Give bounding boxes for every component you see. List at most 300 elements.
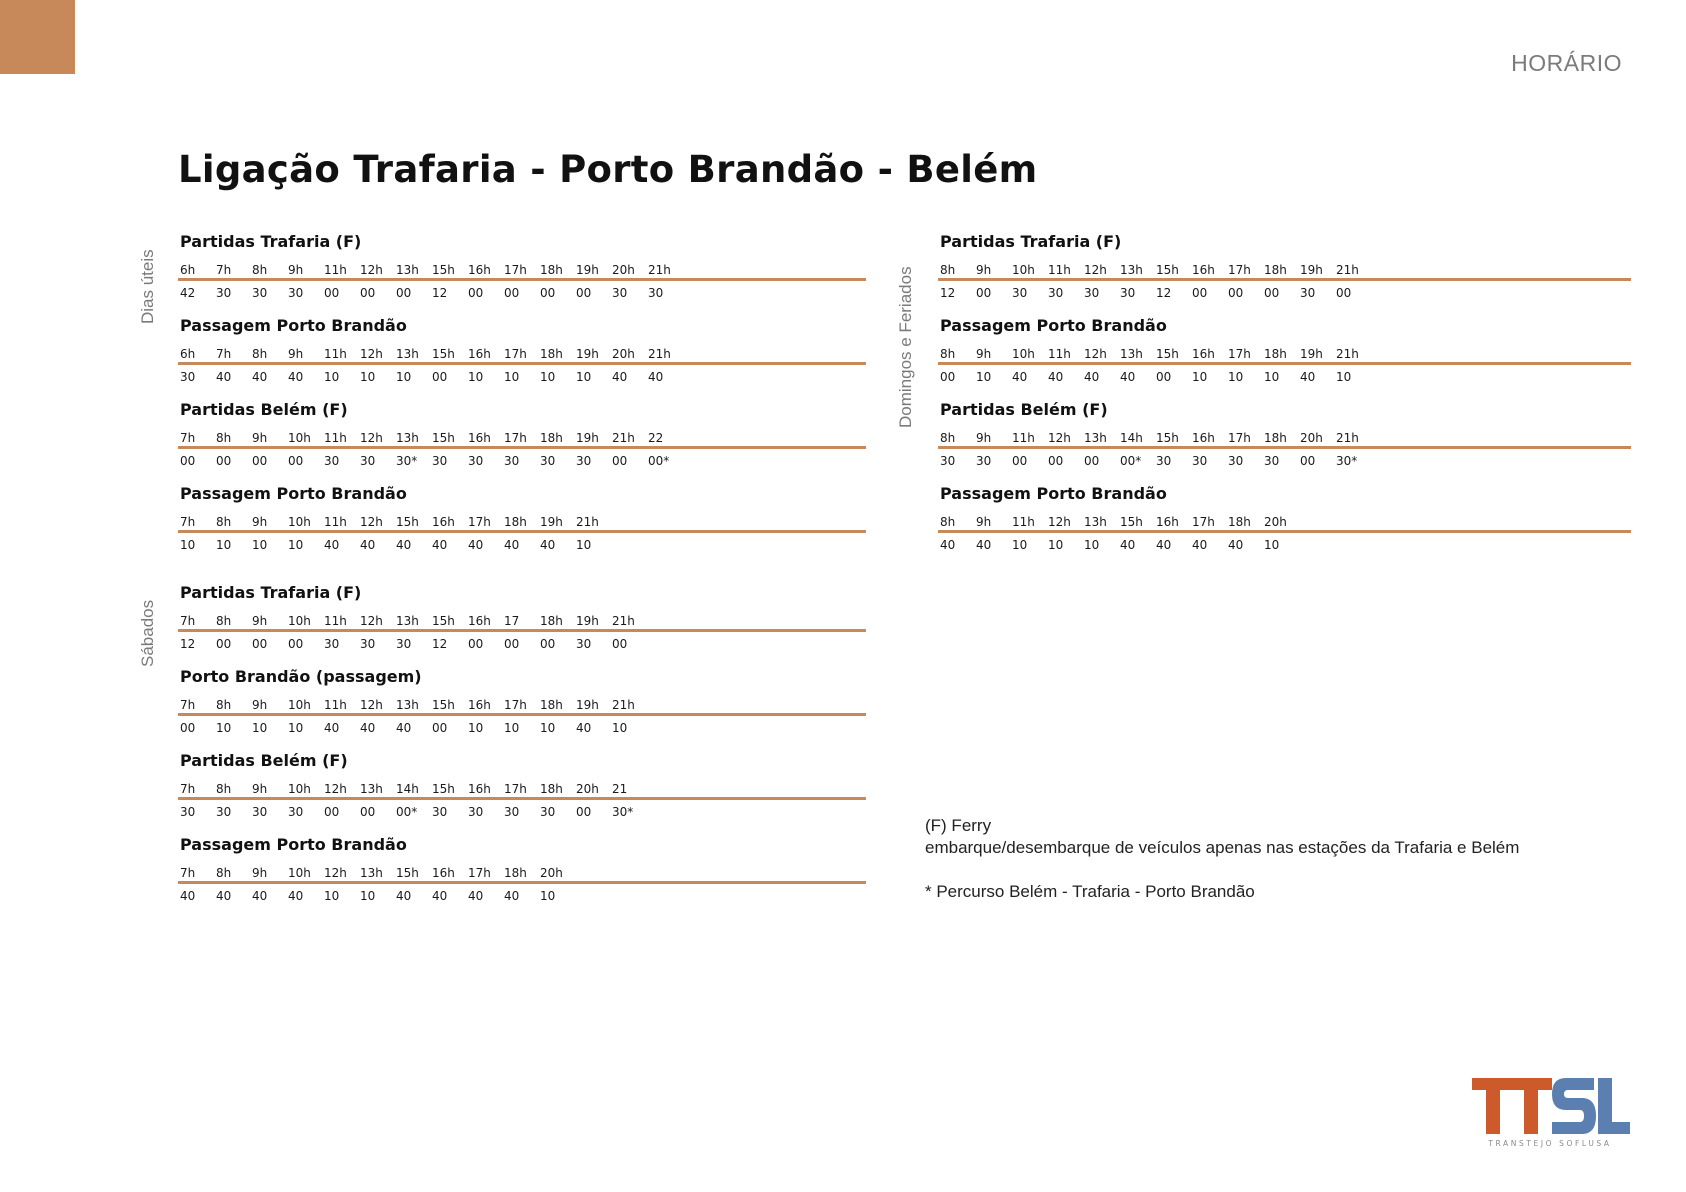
minute-cell: 30 xyxy=(976,454,992,468)
hour-cell: 11h xyxy=(324,431,347,445)
minute-cell: 00 xyxy=(976,286,992,300)
minute-cell: 40 xyxy=(1300,370,1316,384)
hour-cell: 12h xyxy=(324,782,347,796)
minute-cell: 10 xyxy=(540,889,556,903)
minute-cell: 00 xyxy=(216,454,232,468)
minute-cell: 00 xyxy=(576,805,592,819)
minute-cell: 00 xyxy=(324,286,340,300)
schedule-section-partidas-belem-f xyxy=(178,400,866,484)
minutes-row xyxy=(178,537,866,553)
minute-cell: 10 xyxy=(1012,538,1028,552)
footnote-ferry-detail: embarque/desembarque de veículos apenas nas estações da Trafaria e Belém xyxy=(925,838,1520,857)
section-title: Porto Brandão (passagem) xyxy=(180,667,422,686)
minute-cell: 00* xyxy=(648,454,670,468)
minute-cell: 10 xyxy=(540,721,556,735)
minute-cell: 00 xyxy=(540,286,556,300)
hour-cell: 18h xyxy=(540,698,563,712)
minute-cell: 40 xyxy=(324,538,340,552)
hour-cell: 7h xyxy=(180,614,196,628)
minute-cell: 30 xyxy=(468,805,484,819)
hour-cell: 19h xyxy=(576,263,599,277)
hour-cell: 16h xyxy=(432,515,455,529)
minute-cell: 00 xyxy=(1048,454,1064,468)
minute-cell: 10 xyxy=(360,889,376,903)
ttsl-logo xyxy=(1470,1078,1630,1148)
hour-cell: 8h xyxy=(940,431,956,445)
minutes-row xyxy=(178,804,866,820)
minute-cell: 40 xyxy=(432,538,448,552)
minute-cell: 10 xyxy=(540,370,556,384)
hour-cell: 9h xyxy=(252,614,268,628)
minute-cell: 10 xyxy=(1084,538,1100,552)
hour-cell: 8h xyxy=(216,614,232,628)
minute-cell: 40 xyxy=(396,889,412,903)
hour-cell: 13h xyxy=(1084,431,1107,445)
minute-cell: 30 xyxy=(1300,286,1316,300)
minute-cell: 30 xyxy=(1156,454,1172,468)
section-title: Passagem Porto Brandão xyxy=(180,316,407,335)
minute-cell: 00 xyxy=(396,286,412,300)
hour-cell: 15h xyxy=(396,515,419,529)
hour-cell: 7h xyxy=(216,263,232,277)
minute-cell: 10 xyxy=(504,721,520,735)
minute-cell: 40 xyxy=(1192,538,1208,552)
hour-cell: 8h xyxy=(216,698,232,712)
minute-cell: 00 xyxy=(1264,286,1280,300)
minute-cell: 10 xyxy=(1336,370,1352,384)
hour-cell: 9h xyxy=(976,347,992,361)
hour-cell: 15h xyxy=(432,263,455,277)
minute-cell: 30 xyxy=(576,637,592,651)
minute-cell: 10 xyxy=(1192,370,1208,384)
hour-cell: 9h xyxy=(252,866,268,880)
hours-row xyxy=(178,431,866,449)
footnote-ferry: (F) Ferry xyxy=(925,816,992,835)
hour-cell: 7h xyxy=(180,866,196,880)
minutes-row xyxy=(178,888,866,904)
hour-cell: 18h xyxy=(1228,515,1251,529)
hour-cell: 12h xyxy=(1048,431,1071,445)
minute-cell: 30 xyxy=(504,805,520,819)
hour-cell: 18h xyxy=(540,347,563,361)
hour-cell: 10h xyxy=(288,614,311,628)
minute-cell: 30 xyxy=(1120,286,1136,300)
minute-cell: 30* xyxy=(612,805,634,819)
hour-cell: 17 xyxy=(504,614,520,628)
hour-cell: 17h xyxy=(504,782,527,796)
minute-cell: 30 xyxy=(252,286,268,300)
minute-cell: 00 xyxy=(252,637,268,651)
hour-cell: 21h xyxy=(1336,263,1359,277)
block-domingos-feriados xyxy=(896,232,1631,568)
minute-cell: 10 xyxy=(288,538,304,552)
hour-cell: 16h xyxy=(1192,263,1215,277)
minutes-row xyxy=(178,369,866,385)
hours-row xyxy=(938,515,1631,533)
hour-cell: 20h xyxy=(540,866,563,880)
schedule-section-partidas-trafaria-f xyxy=(938,232,1631,316)
schedule-sections xyxy=(938,232,1631,568)
hour-cell: 13h xyxy=(396,614,419,628)
minute-cell: 30 xyxy=(504,454,520,468)
hour-cell: 16h xyxy=(468,614,491,628)
minute-cell: 30 xyxy=(540,805,556,819)
hour-cell: 8h xyxy=(940,263,956,277)
hour-cell: 18h xyxy=(504,515,527,529)
minute-cell: 00 xyxy=(180,454,196,468)
hour-cell: 17h xyxy=(468,515,491,529)
minute-cell: 00 xyxy=(1300,454,1316,468)
corner-accent-block xyxy=(0,0,75,74)
hour-cell: 15h xyxy=(432,698,455,712)
minute-cell: 00 xyxy=(1012,454,1028,468)
hour-cell: 8h xyxy=(940,515,956,529)
hour-cell: 21 xyxy=(612,782,628,796)
hour-cell: 9h xyxy=(288,263,304,277)
minute-cell: 12 xyxy=(940,286,956,300)
hours-row xyxy=(178,614,866,632)
hour-cell: 18h xyxy=(540,431,563,445)
hour-cell: 19h xyxy=(576,347,599,361)
hour-cell: 21h xyxy=(648,263,671,277)
hour-cell: 16h xyxy=(468,782,491,796)
minute-cell: 00 xyxy=(1228,286,1244,300)
header-label: HORÁRIO xyxy=(1511,50,1622,76)
hour-cell: 12h xyxy=(360,698,383,712)
hour-cell: 10h xyxy=(288,431,311,445)
minute-cell: 40 xyxy=(468,889,484,903)
hour-cell: 13h xyxy=(360,866,383,880)
hour-cell: 21h xyxy=(648,347,671,361)
hour-cell: 18h xyxy=(540,614,563,628)
minute-cell: 40 xyxy=(216,370,232,384)
hours-row xyxy=(178,698,866,716)
schedule-section-partidas-belem-f xyxy=(178,751,866,835)
hour-cell: 19h xyxy=(1300,347,1323,361)
minute-cell: 10 xyxy=(1048,538,1064,552)
minute-cell: 30 xyxy=(288,286,304,300)
hour-cell: 8h xyxy=(216,866,232,880)
minute-cell: 00 xyxy=(540,637,556,651)
minute-cell: 00 xyxy=(1156,370,1172,384)
minute-cell: 00 xyxy=(360,286,376,300)
minute-cell: 42 xyxy=(180,286,196,300)
minute-cell: 30 xyxy=(612,286,628,300)
hour-cell: 7h xyxy=(180,515,196,529)
hour-cell: 17h xyxy=(504,263,527,277)
minute-cell: 10 xyxy=(252,721,268,735)
logo-letter-t2 xyxy=(1510,1078,1552,1134)
hours-row xyxy=(178,515,866,533)
minute-cell: 40 xyxy=(576,721,592,735)
hour-cell: 13h xyxy=(1084,515,1107,529)
hour-cell: 9h xyxy=(252,515,268,529)
hour-cell: 18h xyxy=(1264,263,1287,277)
minute-cell: 10 xyxy=(288,721,304,735)
minute-cell: 30 xyxy=(576,454,592,468)
section-title: Passagem Porto Brandão xyxy=(180,835,407,854)
hour-cell: 8h xyxy=(216,782,232,796)
minute-cell: 40 xyxy=(180,889,196,903)
minute-cell: 30 xyxy=(324,454,340,468)
minute-cell: 12 xyxy=(180,637,196,651)
minute-cell: 10 xyxy=(324,889,340,903)
schedule-section-passagem-porto-brandao xyxy=(178,316,866,400)
hours-row xyxy=(178,347,866,365)
minute-cell: 30 xyxy=(432,805,448,819)
minute-cell: 00 xyxy=(324,805,340,819)
minute-cell: 40 xyxy=(1156,538,1172,552)
hour-cell: 18h xyxy=(504,866,527,880)
minute-cell: 10 xyxy=(468,721,484,735)
hour-cell: 15h xyxy=(1120,515,1143,529)
minute-cell: 40 xyxy=(1084,370,1100,384)
hour-cell: 17h xyxy=(504,431,527,445)
minute-cell: 00 xyxy=(216,637,232,651)
hour-cell: 14h xyxy=(1120,431,1143,445)
hour-cell: 13h xyxy=(1120,347,1143,361)
minute-cell: 40 xyxy=(540,538,556,552)
minute-cell: 12 xyxy=(432,637,448,651)
minute-cell: 40 xyxy=(288,889,304,903)
hour-cell: 15h xyxy=(1156,263,1179,277)
minute-cell: 12 xyxy=(432,286,448,300)
minute-cell: 30 xyxy=(432,454,448,468)
minute-cell: 30 xyxy=(252,805,268,819)
hour-cell: 17h xyxy=(504,347,527,361)
hour-cell: 10h xyxy=(288,782,311,796)
minute-cell: 40 xyxy=(504,889,520,903)
hour-cell: 12h xyxy=(360,347,383,361)
hour-cell: 15h xyxy=(432,782,455,796)
hour-cell: 11h xyxy=(1012,515,1035,529)
hour-cell: 15h xyxy=(1156,431,1179,445)
schedule-section-porto-brandao-passagem xyxy=(178,667,866,751)
hour-cell: 17h xyxy=(1192,515,1215,529)
hour-cell: 17h xyxy=(1228,347,1251,361)
hours-row xyxy=(178,263,866,281)
minute-cell: 00* xyxy=(396,805,418,819)
minute-cell: 00 xyxy=(504,637,520,651)
hour-cell: 8h xyxy=(216,431,232,445)
minute-cell: 30 xyxy=(1048,286,1064,300)
hour-cell: 11h xyxy=(324,347,347,361)
minute-cell: 10 xyxy=(216,721,232,735)
minute-cell: 30* xyxy=(396,454,418,468)
hour-cell: 8h xyxy=(940,347,956,361)
hour-cell: 7h xyxy=(180,782,196,796)
minute-cell: 40 xyxy=(976,538,992,552)
minute-cell: 10 xyxy=(216,538,232,552)
block-label-dias-uteis: Dias úteis xyxy=(138,249,157,324)
hours-row xyxy=(178,782,866,800)
minute-cell: 40 xyxy=(1120,370,1136,384)
minute-cell: 00* xyxy=(1120,454,1142,468)
logo-wordmark: TRANSTEJO SOFLUSA xyxy=(1488,1139,1612,1148)
hour-cell: 17h xyxy=(1228,263,1251,277)
hour-cell: 9h xyxy=(976,431,992,445)
minute-cell: 00 xyxy=(432,721,448,735)
minute-cell: 00 xyxy=(1336,286,1352,300)
hour-cell: 17h xyxy=(504,698,527,712)
minute-cell: 40 xyxy=(396,721,412,735)
hour-cell: 6h xyxy=(180,347,196,361)
minute-cell: 10 xyxy=(576,538,592,552)
minute-cell: 30 xyxy=(648,286,664,300)
hour-cell: 21h xyxy=(612,698,635,712)
schedule-section-passagem-porto-brandao xyxy=(178,835,866,919)
minute-cell: 30 xyxy=(540,454,556,468)
minute-cell: 30 xyxy=(360,637,376,651)
minute-cell: 00 xyxy=(1192,286,1208,300)
minute-cell: 00 xyxy=(468,637,484,651)
hour-cell: 11h xyxy=(324,515,347,529)
minute-cell: 30 xyxy=(180,805,196,819)
minute-cell: 00 xyxy=(612,637,628,651)
minutes-row xyxy=(178,636,866,652)
hour-cell: 8h xyxy=(216,515,232,529)
minute-cell: 10 xyxy=(504,370,520,384)
minute-cell: 00 xyxy=(612,454,628,468)
minute-cell: 10 xyxy=(576,370,592,384)
hour-cell: 13h xyxy=(396,347,419,361)
hour-cell: 6h xyxy=(180,263,196,277)
hour-cell: 11h xyxy=(1012,431,1035,445)
hour-cell: 13h xyxy=(360,782,383,796)
hour-cell: 16h xyxy=(1192,347,1215,361)
hour-cell: 19h xyxy=(1300,263,1323,277)
section-title: Passagem Porto Brandão xyxy=(940,484,1167,503)
hour-cell: 12h xyxy=(324,866,347,880)
minute-cell: 10 xyxy=(180,538,196,552)
hour-cell: 13h xyxy=(396,431,419,445)
section-title: Partidas Belém (F) xyxy=(180,400,348,419)
section-title: Partidas Trafaria (F) xyxy=(180,232,362,251)
hour-cell: 13h xyxy=(396,263,419,277)
minute-cell: 10 xyxy=(396,370,412,384)
minute-cell: 40 xyxy=(360,538,376,552)
minute-cell: 00 xyxy=(360,805,376,819)
minutes-row xyxy=(938,285,1631,301)
minutes-row xyxy=(178,720,866,736)
minutes-row xyxy=(178,285,866,301)
hour-cell: 19h xyxy=(576,431,599,445)
minute-cell: 30 xyxy=(1012,286,1028,300)
minute-cell: 30 xyxy=(1192,454,1208,468)
minute-cell: 00 xyxy=(468,286,484,300)
minute-cell: 30 xyxy=(1264,454,1280,468)
hour-cell: 16h xyxy=(1192,431,1215,445)
minute-cell: 40 xyxy=(252,370,268,384)
hour-cell: 12h xyxy=(1048,515,1071,529)
schedule-section-passagem-porto-brandao xyxy=(938,484,1631,568)
hour-cell: 15h xyxy=(396,866,419,880)
minute-cell: 30 xyxy=(396,637,412,651)
hour-cell: 11h xyxy=(324,263,347,277)
hour-cell: 11h xyxy=(1048,263,1071,277)
schedule-section-passagem-porto-brandao xyxy=(938,316,1631,400)
hour-cell: 21h xyxy=(576,515,599,529)
section-title: Partidas Belém (F) xyxy=(940,400,1108,419)
hour-cell: 20h xyxy=(1300,431,1323,445)
minute-cell: 30 xyxy=(360,454,376,468)
minute-cell: 40 xyxy=(396,538,412,552)
hour-cell: 21h xyxy=(1336,347,1359,361)
hour-cell: 8h xyxy=(252,263,268,277)
minute-cell: 40 xyxy=(648,370,664,384)
hour-cell: 12h xyxy=(360,263,383,277)
hour-cell: 14h xyxy=(396,782,419,796)
minute-cell: 40 xyxy=(1048,370,1064,384)
hour-cell: 18h xyxy=(540,263,563,277)
minute-cell: 10 xyxy=(1264,538,1280,552)
minute-cell: 30 xyxy=(1084,286,1100,300)
minute-cell: 00 xyxy=(940,370,956,384)
hour-cell: 20h xyxy=(612,263,635,277)
block-sabados xyxy=(138,583,866,919)
hour-cell: 17h xyxy=(1228,431,1251,445)
minute-cell: 00 xyxy=(180,721,196,735)
minute-cell: 30 xyxy=(1228,454,1244,468)
hour-cell: 9h xyxy=(252,698,268,712)
hour-cell: 9h xyxy=(252,431,268,445)
logo-letter-t1 xyxy=(1472,1078,1514,1134)
hour-cell: 16h xyxy=(468,698,491,712)
footnote-route: * Percurso Belém - Trafaria - Porto Brandão xyxy=(925,882,1255,901)
minute-cell: 00 xyxy=(1084,454,1100,468)
minute-cell: 10 xyxy=(1228,370,1244,384)
hour-cell: 12h xyxy=(1084,263,1107,277)
minute-cell: 30 xyxy=(216,286,232,300)
page-title: Ligação Trafaria - Porto Brandão - Belém xyxy=(178,148,1038,191)
hour-cell: 11h xyxy=(1048,347,1071,361)
minute-cell: 30 xyxy=(216,805,232,819)
hour-cell: 16h xyxy=(468,431,491,445)
hour-cell: 10h xyxy=(288,866,311,880)
minute-cell: 30 xyxy=(940,454,956,468)
minute-cell: 00 xyxy=(504,286,520,300)
hour-cell: 10h xyxy=(288,515,311,529)
logo-letter-s xyxy=(1552,1078,1596,1134)
hour-cell: 12h xyxy=(360,515,383,529)
schedule-sections xyxy=(178,583,866,919)
hour-cell: 15h xyxy=(432,347,455,361)
hours-row xyxy=(938,347,1631,365)
section-title: Passagem Porto Brandão xyxy=(940,316,1167,335)
hour-cell: 21h xyxy=(1336,431,1359,445)
hour-cell: 9h xyxy=(288,347,304,361)
hour-cell: 7h xyxy=(216,347,232,361)
minutes-row xyxy=(938,453,1631,469)
minute-cell: 10 xyxy=(1264,370,1280,384)
minute-cell: 30 xyxy=(288,805,304,819)
minute-cell: 40 xyxy=(1120,538,1136,552)
hour-cell: 16h xyxy=(468,263,491,277)
hour-cell: 7h xyxy=(180,431,196,445)
hour-cell: 7h xyxy=(180,698,196,712)
hour-cell: 18h xyxy=(1264,347,1287,361)
hour-cell: 18h xyxy=(540,782,563,796)
minute-cell: 40 xyxy=(468,538,484,552)
minute-cell: 10 xyxy=(612,721,628,735)
block-dias-uteis xyxy=(138,232,866,568)
hour-cell: 16h xyxy=(432,866,455,880)
section-title: Passagem Porto Brandão xyxy=(180,484,407,503)
minute-cell: 40 xyxy=(1228,538,1244,552)
hour-cell: 19h xyxy=(576,698,599,712)
minute-cell: 40 xyxy=(432,889,448,903)
footnotes xyxy=(925,815,1519,903)
